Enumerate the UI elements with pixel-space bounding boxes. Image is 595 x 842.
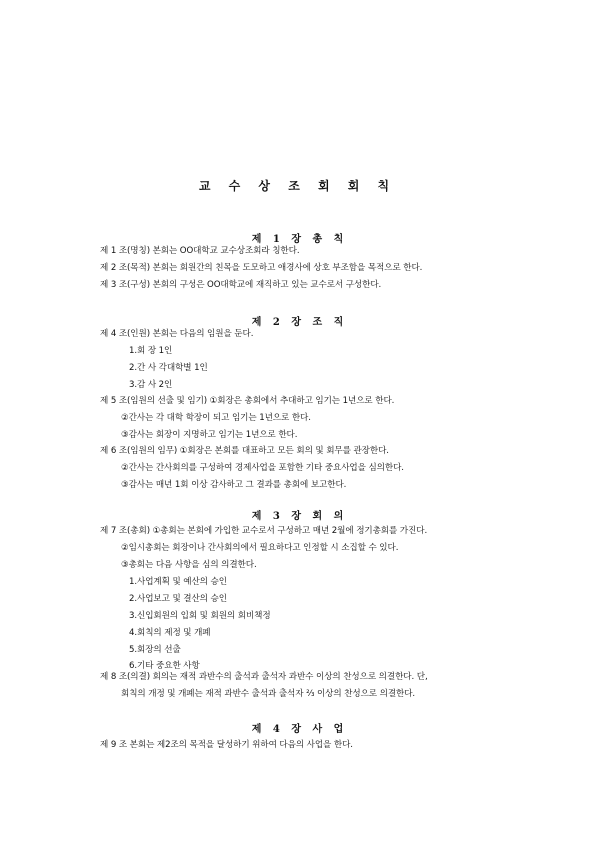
article-2: 제 2 조(목적) 본회는 회원간의 친목을 도모하고 애경사에 상호 부조함을 목적으로 한다. <box>100 263 423 273</box>
clause: 회칙의 개정 및 개폐는 재적 과반수 출석과 출석자 ⅔ 이상의 찬성으로 의결한다. <box>121 689 416 699</box>
clause: ③총회는 다음 사항을 심의 의결한다. <box>121 560 257 570</box>
clause: ②간사는 각 대학 학장이 되고 임기는 1년으로 한다. <box>121 413 311 423</box>
article-6: 제 6 조(임원의 임무) ①회장은 본회를 대표하고 모든 회의 및 회무를 관장한다. <box>100 446 389 456</box>
article-8: 제 8 조(의결) 회의는 재적 과반수의 출석과 출석자 과반수 이상의 찬성으로 의결한다. 단, <box>100 672 428 682</box>
list-item: 4.회칙의 제정 및 개폐 <box>129 628 211 638</box>
article-7: 제 7 조(총회) ①총회는 본회에 가입한 교수로서 구성하고 매년 2월에 정기총회를 가진다. <box>100 526 428 536</box>
chapter-heading: 제 4 장 사 업 <box>251 724 344 735</box>
clause: ②간사는 간사회의를 구성하여 경제사업을 포함한 기타 중요사업을 심의한다. <box>121 463 404 473</box>
list-item: 1.사업계획 및 예산의 승인 <box>129 577 227 587</box>
list-item: 3.감 사 2인 <box>129 380 173 390</box>
list-item: 2.간 사 각대학별 1인 <box>129 363 208 373</box>
list-item: 6.기타 중요한 사항 <box>129 661 200 671</box>
clause: ③감사는 매년 1회 이상 감사하고 그 결과를 총회에 보고한다. <box>121 480 347 490</box>
document-title: 교 수 상 조 회 회 칙 <box>198 179 397 193</box>
list-item: 3.신입회원의 입회 및 회원의 회비책정 <box>129 611 271 621</box>
chapter-heading: 제 3 장 회 의 <box>251 511 344 522</box>
chapter-heading: 제 2 장 조 직 <box>251 317 344 328</box>
list-item: 2.사업보고 및 결산의 승인 <box>129 594 227 604</box>
article-3: 제 3 조(구성) 본회의 구성은 OO대학교에 재직하고 있는 교수로서 구성한다. <box>100 280 382 290</box>
list-item: 5.회장의 선출 <box>129 645 181 655</box>
article-9: 제 9 조 본회는 제2조의 목적을 달성하기 위하여 다음의 사업을 한다. <box>100 740 353 750</box>
article-5: 제 5 조(임원의 선출 및 임기) ①회장은 총회에서 추대하고 임기는 1년으로 한다. <box>100 396 395 406</box>
chapter-heading: 제 1 장 총 칙 <box>251 234 344 245</box>
article-1: 제 1 조(명칭) 본회는 OO대학교 교수상조회라 칭한다. <box>100 246 300 256</box>
clause: ②임시총회는 회장이나 간사회의에서 필요하다고 인정할 시 소집할 수 있다. <box>121 543 399 553</box>
clause: ③감사는 회장이 지명하고 임기는 1년으로 한다. <box>121 430 298 440</box>
article-4: 제 4 조(인원) 본회는 다음의 임원을 둔다. <box>100 329 254 339</box>
list-item: 1.회 장 1인 <box>129 346 173 356</box>
